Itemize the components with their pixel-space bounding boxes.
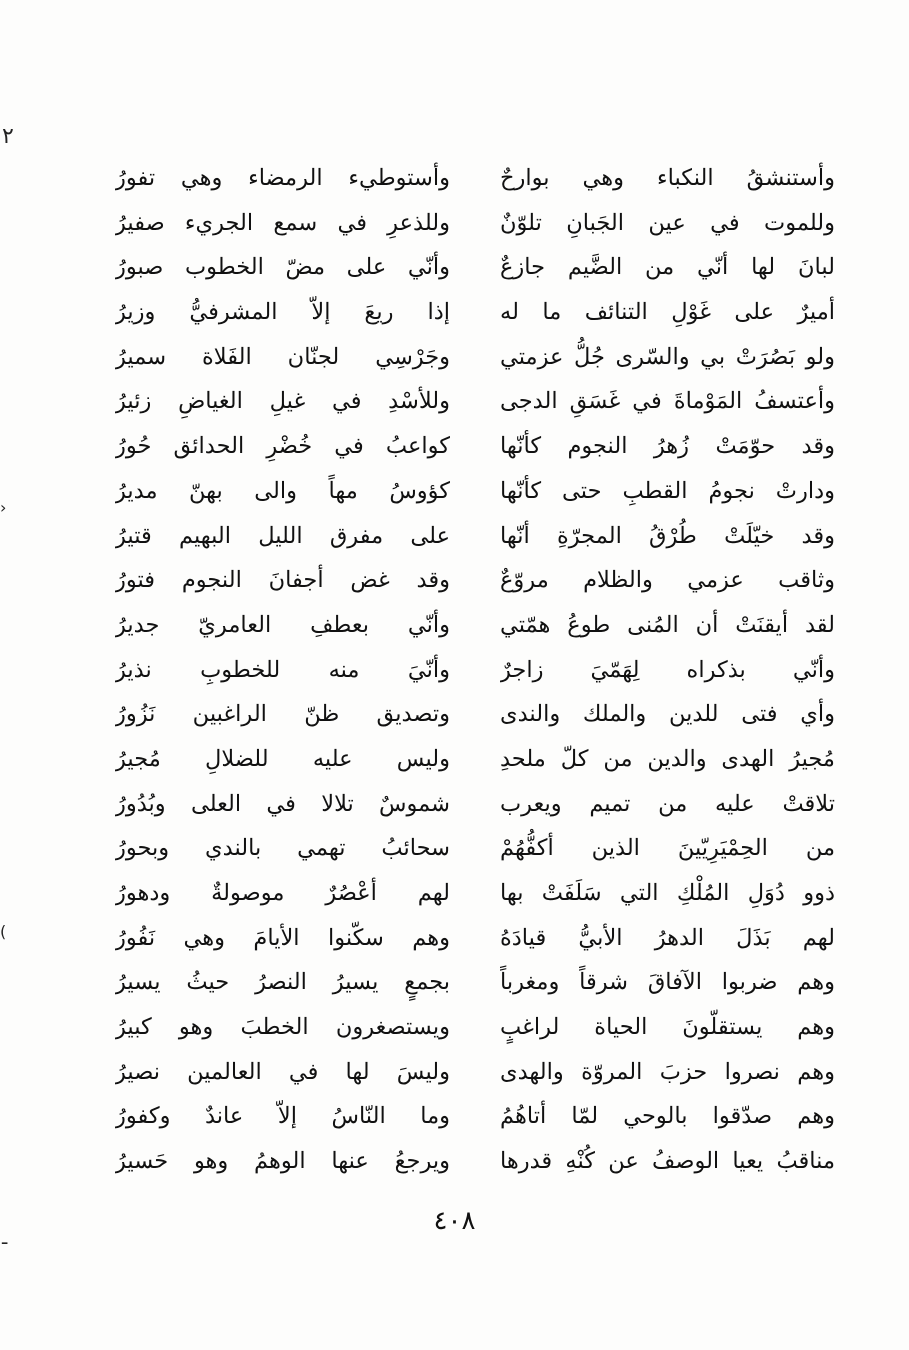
margin-mark-middle: ›	[0, 498, 7, 517]
verse-second-hemistich: وأنّي بعطفِ العامريّ جديرُ	[115, 611, 450, 638]
verse-second-hemistich: كواعبُ في خُضْرِ الحدائق حُورُ	[115, 433, 450, 460]
verse-first-hemistich: مناقبُ يعيا الوصفُ عن كُنْهِ قدرها	[500, 1148, 835, 1175]
verse-first-hemistich: وللموت في عين الجَبانِ تلوّنٌ	[500, 209, 835, 236]
verse-second-hemistich: وتصديق ظنّ الراغبين نَزُورُ	[115, 701, 450, 728]
verse-first-hemistich: ولو بَصُرَتْ بي والسّرى جُلُّ عزمتي	[500, 343, 835, 370]
margin-mark-lower: (	[0, 922, 7, 941]
verse-second-hemistich: وقد غض أجفانَ النجوم فتورُ	[115, 567, 450, 594]
verse-first-hemistich: من الحِمْيَرِيّينَ الذين أكفُّهُمْ	[500, 835, 835, 862]
verse-first-hemistich: وهم نصروا حزبَ المروّة والهدى	[500, 1058, 835, 1085]
verse-second-hemistich: وأنّيَ منه للخطوبِ نذيرُ	[115, 656, 450, 683]
verse-second-hemistich: شموسٌ تلالا في العلى وبُدُورُ	[115, 790, 450, 817]
second-hemistich-column	[115, 156, 450, 1184]
verse-first-hemistich: لقد أيقنَتْ أن المُنى طوعُ همّتي	[500, 611, 835, 638]
verse-first-hemistich: أميرٌ على غَوْلِ التنائف ما له	[500, 299, 835, 326]
verse-first-hemistich: وهم ضربوا الآفاقَ شرقاً ومغرباً	[500, 969, 835, 996]
verse-second-hemistich: وللذعرِ في سمع الجريء صفيرُ	[115, 209, 450, 236]
verse-second-hemistich: سحائبُ تهمي بالندي وبحورُ	[115, 835, 450, 862]
verse-second-hemistich: وللأسْدِ في غيلِ الغياضِ زئيرُ	[115, 388, 450, 415]
verse-first-hemistich: وأنّي بذكراه لِهَمّيَ زاجرٌ	[500, 656, 835, 683]
first-hemistich-column	[500, 156, 835, 1184]
verse-second-hemistich: بجمعٍ يسيرُ النصرُ حيثُ يسيرُ	[115, 969, 450, 996]
verse-first-hemistich: مُجيرُ الهدى والدين من كلّ ملحدِ	[500, 745, 835, 772]
verse-second-hemistich: وجَرْسِي لجنّان الفَلاة سميرُ	[115, 343, 450, 370]
verse-second-hemistich: وأستوطيء الرمضاء وهي تفورُ	[115, 165, 450, 191]
verse-first-hemistich: ذوو دُوَلِ المُلْكِ التي سَلَفَتْ بها	[500, 880, 835, 906]
verse-second-hemistich: إذا ريعَ إلاّ المشرفيُّ وزيرُ	[115, 299, 450, 326]
verse-second-hemistich: وليسَ لها في العالمين نصيرُ	[115, 1058, 450, 1085]
verse-second-hemistich: لهم أعْصُرٌ موصولةٌ ودهورُ	[115, 880, 450, 906]
verse-first-hemistich: لبانَ لها أنّي من الضَّيم جازعٌ	[500, 254, 835, 281]
verse-second-hemistich: وليس عليه للضلالِ مُجيرُ	[115, 745, 450, 772]
verse-second-hemistich: ويستصغرون الخطبَ وهو كبيرُ	[115, 1014, 450, 1041]
verse-first-hemistich: وأستنشقُ النكباء وهي بوارحٌ	[500, 165, 835, 191]
verse-second-hemistich: على مفرق الليل البهيم قتيرُ	[115, 522, 450, 549]
verse-first-hemistich: ودارتْ نجومُ القطبِ حتى كأنّها	[500, 477, 835, 504]
page-number: ٤٠٨	[433, 1206, 476, 1236]
verse-first-hemistich: وقد حوّمَتْ زُهرُ النجوم كأنّها	[500, 433, 835, 460]
verse-second-hemistich: وأنّي على مضّ الخطوب صبورُ	[115, 254, 450, 281]
poem	[115, 156, 835, 1184]
verse-first-hemistich: وأعتسفُ المَوْماةَ في غَسَقِ الدجى	[500, 388, 835, 415]
verse-first-hemistich: وقد خيّلَتْ طُرْقُ المجرّةِ أنّها	[500, 522, 835, 549]
verse-second-hemistich: وهم سكّنوا الأيامَ وهي نَفُورُ	[115, 924, 450, 951]
verse-first-hemistich: وهم يستقلّونَ الحياة لراغبٍ	[500, 1014, 835, 1041]
verse-second-hemistich: وما النّاسُ إلاّ عاندٌ وكفورُ	[115, 1103, 450, 1130]
verse-second-hemistich: ويرجعُ عنها الوهمُ وهو حَسيرُ	[115, 1148, 450, 1175]
verse-first-hemistich: وهم صدّقوا بالوحي لمّا أتاهُمُ	[500, 1103, 835, 1130]
verse-first-hemistich: تلاقتْ عليه من تميم ويعرب	[500, 790, 835, 817]
margin-mark-bottom: ـ	[2, 1228, 8, 1249]
verse-first-hemistich: لهم بَذَلَ الدهرُ الأبيُّ قيادَهُ	[500, 924, 835, 951]
margin-mark-top: ٢	[2, 124, 14, 149]
verse-first-hemistich: وثاقب عزمي والظلام مروّعٌ	[500, 567, 835, 594]
verse-second-hemistich: كؤوسُ مهاً والى بهنّ مديرُ	[115, 477, 450, 504]
verse-first-hemistich: وأي فتى للدين والملك والندى	[500, 701, 835, 728]
